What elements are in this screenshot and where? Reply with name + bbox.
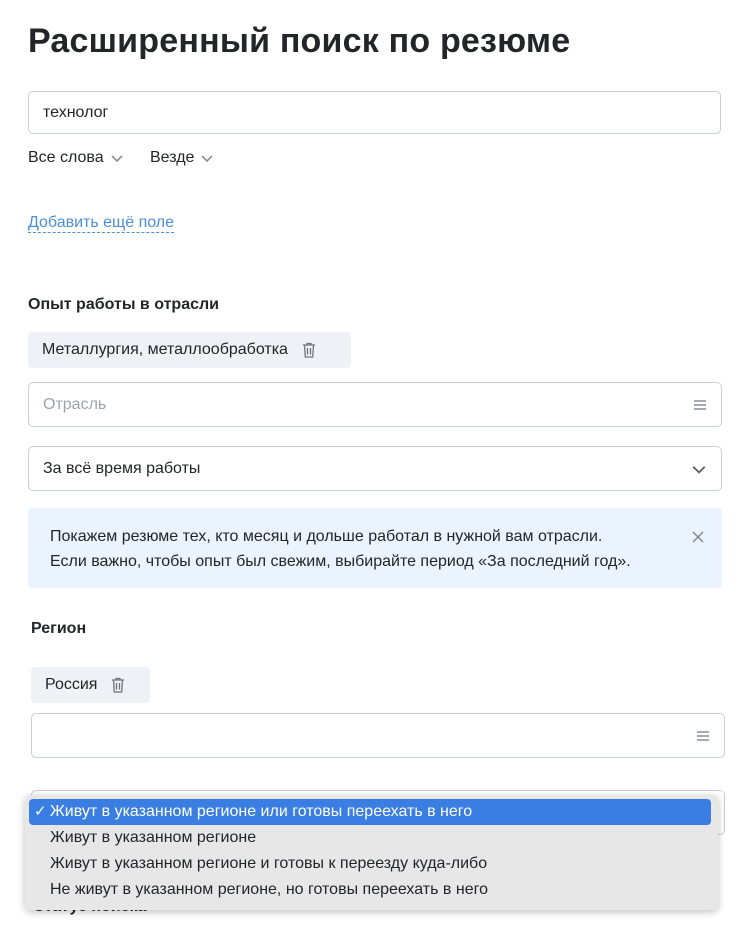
page-title: Расширенный поиск по резюме	[28, 22, 571, 60]
region-field[interactable]	[31, 713, 725, 758]
industry-chip	[28, 332, 351, 368]
list-icon[interactable]	[693, 399, 707, 411]
industry-chip-label: Металлургия, металлообработка	[42, 341, 288, 358]
relocation-option[interactable]	[25, 825, 718, 851]
region-section-title: Регион	[31, 620, 87, 637]
close-icon[interactable]	[692, 531, 704, 543]
chevron-down-icon	[200, 151, 214, 165]
region-chip-label: Россия	[45, 676, 98, 693]
option-label: Живут в указанном регионе	[50, 829, 257, 846]
option-label: Живут в указанном регионе и готовы к переезду куда-либо	[50, 855, 488, 872]
option-label: Не живут в указанном регионе, но готовы переехать в него	[50, 881, 488, 898]
industry-info-notice	[28, 508, 722, 588]
trash-icon[interactable]	[302, 342, 316, 358]
chevron-down-icon	[691, 461, 707, 477]
period-select-value: За всё время работы	[43, 459, 201, 477]
words-mode-dropdown[interactable]	[28, 149, 124, 167]
search-input[interactable]	[28, 91, 721, 134]
industry-input[interactable]	[43, 396, 693, 414]
checkmark-icon: ✓	[34, 803, 47, 820]
relocation-option[interactable]	[29, 799, 711, 825]
chevron-down-icon	[110, 151, 124, 165]
add-field-link[interactable]: Добавить ещё поле	[28, 214, 175, 231]
option-label: Живут в указанном регионе или готовы переехать в него	[50, 803, 473, 820]
scope-dropdown[interactable]	[150, 149, 214, 167]
relocation-option[interactable]	[25, 877, 718, 903]
period-select[interactable]	[28, 446, 722, 491]
industry-section-title: Опыт работы в отрасли	[28, 296, 219, 313]
info-line-2: Если важно, чтобы опыт был свежим, выбирайте период «За последний год».	[50, 553, 631, 570]
region-input[interactable]	[46, 727, 696, 745]
words-mode-label: Все слова	[28, 149, 104, 166]
region-chip	[31, 667, 150, 703]
relocation-option[interactable]	[25, 851, 718, 877]
relocation-options-list[interactable]	[25, 795, 718, 910]
industry-field[interactable]	[28, 382, 722, 427]
trash-icon[interactable]	[111, 677, 125, 693]
list-icon[interactable]	[696, 730, 710, 742]
info-line-1: Покажем резюме тех, кто месяц и дольше работал в нужной вам отрасли.	[50, 528, 603, 545]
scope-label: Везде	[150, 149, 195, 166]
